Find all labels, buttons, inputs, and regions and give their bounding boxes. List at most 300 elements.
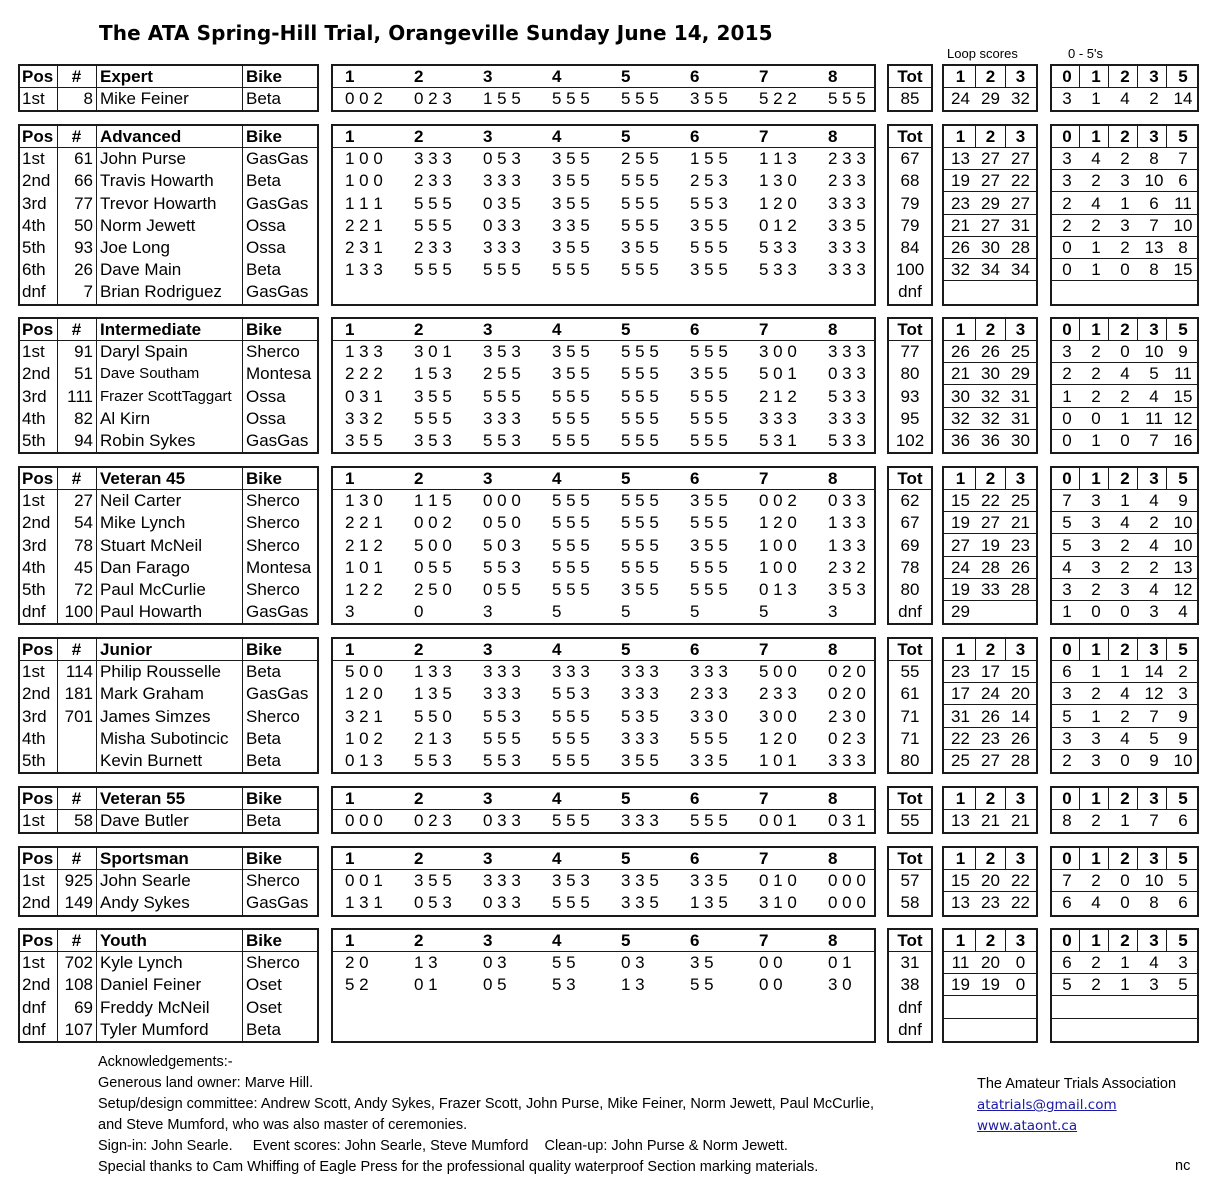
rider-number: 7 xyxy=(83,282,93,301)
position: 6th xyxy=(22,260,46,279)
section-number: 8 xyxy=(828,849,838,868)
section-score-row xyxy=(333,683,874,705)
loop-score: 26 xyxy=(1011,729,1030,748)
bike-header: Bike xyxy=(246,67,282,86)
section-number: 5 xyxy=(621,320,631,339)
class-name: Expert xyxy=(100,67,153,86)
count-value xyxy=(1111,281,1139,303)
count-row xyxy=(1052,237,1197,259)
section-number: 3 xyxy=(483,640,493,659)
loop-score: 27 xyxy=(951,536,970,555)
section-score: 5 5 5 xyxy=(552,751,590,770)
rider-name: Dave Southam xyxy=(100,365,200,382)
count-header-row xyxy=(1052,468,1197,490)
section-score xyxy=(690,281,756,303)
page-title: The ATA Spring-Hill Trial, Orangeville Sunday June 14, 2015 xyxy=(99,21,773,45)
section-score: 0 3 1 xyxy=(345,387,383,406)
loop-score: 27 xyxy=(981,149,1000,168)
position: 5th xyxy=(22,751,46,770)
section-score: 0 1 xyxy=(414,975,438,994)
section-score: 2 1 2 xyxy=(759,387,797,406)
count-value: 6 xyxy=(1062,953,1072,972)
count-value: 4 xyxy=(1120,364,1130,383)
loop-score: 20 xyxy=(1011,684,1030,703)
total-table xyxy=(887,928,933,1043)
rider-name: Misha Subotincic xyxy=(100,729,229,748)
section-score: 5 5 5 xyxy=(414,216,452,235)
total-header: Tot xyxy=(897,931,923,950)
loop-score: 22 xyxy=(1011,171,1030,190)
count-value: 6 xyxy=(1178,811,1188,830)
loop-row xyxy=(944,810,1036,832)
section-header-row xyxy=(333,126,874,148)
count-value xyxy=(1140,997,1168,1019)
count-value: 1 xyxy=(1120,811,1130,830)
bike: Beta xyxy=(246,1020,281,1039)
section-score: 5 5 5 xyxy=(552,707,590,726)
rider-number: 50 xyxy=(74,216,93,235)
loop-score: 0 xyxy=(1015,975,1026,994)
count-value: 4 xyxy=(1120,684,1130,703)
loop-score: 20 xyxy=(981,871,1000,890)
loop-score xyxy=(1006,1019,1035,1041)
position: 1st xyxy=(22,662,45,681)
loop-score: 23 xyxy=(951,662,970,681)
total-score: 80 xyxy=(900,751,920,770)
loop-header-row xyxy=(944,126,1036,148)
loop-scores-table xyxy=(942,928,1038,1043)
section-number: 3 xyxy=(483,849,493,868)
section-score: 2 2 1 xyxy=(345,216,383,235)
section-score: 2 5 5 xyxy=(621,149,659,168)
section-number: 4 xyxy=(552,67,562,86)
count-value: 3 xyxy=(1091,491,1101,510)
count-category: 1 xyxy=(1091,789,1101,808)
loop-scores-table xyxy=(942,786,1038,834)
section-score: 0 5 0 xyxy=(483,513,521,532)
section-score: 3 5 3 xyxy=(414,431,452,450)
rider-name: Dave Butler xyxy=(100,811,189,830)
rider-info-table xyxy=(18,466,319,625)
loop-score xyxy=(946,1019,975,1041)
section-score xyxy=(621,281,687,303)
count-value: 8 xyxy=(1149,260,1159,279)
score-counts-table xyxy=(1050,637,1199,774)
count-value: 2 xyxy=(1091,342,1101,361)
count-value: 2 xyxy=(1091,975,1101,994)
loop-score: 25 xyxy=(951,751,970,770)
section-score: 3 3 3 xyxy=(483,684,521,703)
section-score: 5 5 5 xyxy=(621,364,659,383)
pos-header: Pos xyxy=(22,931,54,950)
section-number: 4 xyxy=(552,931,562,950)
bike: GasGas xyxy=(246,149,309,168)
rider-number: 69 xyxy=(74,998,93,1017)
loop-score: 30 xyxy=(951,387,970,406)
loop-number: 1 xyxy=(955,320,966,339)
loop-score: 19 xyxy=(951,580,970,599)
total-score: 78 xyxy=(900,558,920,577)
section-score: 5 5 5 xyxy=(690,238,728,257)
count-value: 4 xyxy=(1149,536,1159,555)
section-score: 5 5 5 xyxy=(483,260,521,279)
total-table xyxy=(887,317,933,454)
total-score: 67 xyxy=(900,513,920,532)
bike: Beta xyxy=(246,171,281,190)
section-scores-table xyxy=(331,928,876,1043)
count-value: 0 xyxy=(1120,342,1130,361)
count-header-row xyxy=(1052,66,1197,88)
class-name: Veteran 45 xyxy=(100,469,186,488)
section-score: 5 5 5 xyxy=(621,387,659,406)
count-category: 1 xyxy=(1091,640,1101,659)
rider-row xyxy=(20,557,317,579)
section-score: 0 2 0 xyxy=(828,662,866,681)
section-score: 3 0 0 xyxy=(759,342,797,361)
section-score: 3 3 3 xyxy=(621,729,659,748)
total-score: 84 xyxy=(900,238,920,257)
position: 2nd xyxy=(22,364,51,383)
section-number: 1 xyxy=(345,931,355,950)
position: 1st xyxy=(22,149,45,168)
loop-number: 3 xyxy=(1015,67,1026,86)
count-value: 5 xyxy=(1149,364,1159,383)
count-value: 2 xyxy=(1091,811,1101,830)
rider-row xyxy=(20,341,317,363)
rider-number: 54 xyxy=(74,513,93,532)
section-score: 1 2 0 xyxy=(759,729,797,748)
loop-number: 3 xyxy=(1015,640,1026,659)
ack-line: and Steve Mumford, who was also master of ceremonies. xyxy=(98,1117,468,1133)
count-value: 5 xyxy=(1178,975,1188,994)
rider-name: Frazer ScottTaggart xyxy=(100,388,232,405)
loop-row xyxy=(944,683,1036,705)
header-row xyxy=(20,788,317,810)
count-value: 2 xyxy=(1120,238,1130,257)
count-category: 5 xyxy=(1178,931,1188,950)
section-score: 5 5 5 xyxy=(690,811,728,830)
loop-score: 30 xyxy=(981,238,1000,257)
count-header-row xyxy=(1052,639,1197,661)
ack-line: Setup/design committee: Andrew Scott, Andy Sykes, Frazer Scott, John Purse, Mike Feiner, Norm Jewett, Paul McCurlie, xyxy=(98,1096,875,1112)
section-scores-table xyxy=(331,786,876,834)
rider-row xyxy=(20,1019,317,1041)
section-score: 1 2 0 xyxy=(345,684,383,703)
loop-score: 15 xyxy=(951,491,970,510)
count-value xyxy=(1053,997,1081,1019)
email-link[interactable]: atatrials@gmail.com xyxy=(977,1097,1117,1113)
section-score: 0 5 xyxy=(483,975,507,994)
section-score: 5 xyxy=(690,602,700,621)
count-header-row xyxy=(1052,930,1197,952)
section-score: 5 5 3 xyxy=(414,751,452,770)
bike: Sherco xyxy=(246,953,300,972)
section-score: 5 5 5 xyxy=(690,387,728,406)
loop-score: 26 xyxy=(951,342,970,361)
section-score: 3 3 0 xyxy=(690,707,728,726)
count-row xyxy=(1052,215,1197,237)
section-score: 5 5 5 xyxy=(552,89,590,108)
position: 4th xyxy=(22,409,46,428)
section-score: 5 5 5 xyxy=(621,491,659,510)
section-score: 5 5 5 xyxy=(552,409,590,428)
rider-row xyxy=(20,952,317,974)
count-category: 0 xyxy=(1062,127,1072,146)
loop-number: 1 xyxy=(955,849,966,868)
bike: Beta xyxy=(246,662,281,681)
website-link[interactable]: www.ataont.ca xyxy=(977,1118,1078,1134)
section-score: 3 3 3 xyxy=(483,871,521,890)
rider-number: 66 xyxy=(74,171,93,190)
count-value: 9 xyxy=(1178,342,1188,361)
count-category: 3 xyxy=(1149,931,1159,950)
section-number: 2 xyxy=(414,789,424,808)
count-value: 2 xyxy=(1120,558,1130,577)
class-name: Veteran 55 xyxy=(100,789,186,808)
loop-score: 21 xyxy=(981,811,1000,830)
section-score xyxy=(483,1019,549,1041)
section-score: 3 xyxy=(345,602,355,621)
count-category: 1 xyxy=(1091,67,1101,86)
header-row xyxy=(20,639,317,661)
section-score: 0 3 3 xyxy=(483,216,521,235)
score-counts-table xyxy=(1050,786,1199,834)
loop-score: 21 xyxy=(951,364,970,383)
section-number: 3 xyxy=(483,931,493,950)
section-score: 5 0 0 xyxy=(759,662,797,681)
section-score xyxy=(483,997,549,1019)
total-score: 61 xyxy=(900,684,920,703)
section-score: 2 3 3 xyxy=(690,684,728,703)
loop-score: 28 xyxy=(1011,751,1030,770)
total-score: 38 xyxy=(900,975,920,994)
count-value: 1 xyxy=(1120,491,1130,510)
section-score: 0 1 3 xyxy=(759,580,797,599)
rider-row xyxy=(20,661,317,683)
count-value xyxy=(1140,281,1168,303)
section-score: 5 5 5 xyxy=(621,194,659,213)
total-header: Tot xyxy=(897,789,923,808)
section-score: 5 5 5 xyxy=(483,387,521,406)
section-score: 0 1 2 xyxy=(759,216,797,235)
section-number: 2 xyxy=(414,931,424,950)
count-row xyxy=(1052,706,1197,728)
count-value: 9 xyxy=(1149,751,1159,770)
total-row xyxy=(889,1019,931,1041)
section-score: 2 2 2 xyxy=(345,364,383,383)
rider-row xyxy=(20,430,317,452)
section-score: 0 0 0 xyxy=(828,893,866,912)
position: 2nd xyxy=(22,975,51,994)
section-score: 1 3 3 xyxy=(828,513,866,532)
count-value: 12 xyxy=(1173,409,1193,428)
total-row xyxy=(889,579,931,601)
count-value: 5 xyxy=(1149,729,1159,748)
section-score: 1 3 3 xyxy=(828,536,866,555)
total-row xyxy=(889,512,931,534)
count-row xyxy=(1052,1019,1197,1041)
total-row xyxy=(889,601,931,623)
position: 3rd xyxy=(22,536,47,555)
section-score: 0 0 1 xyxy=(759,811,797,830)
count-row xyxy=(1052,579,1197,601)
section-number: 5 xyxy=(621,849,631,868)
loop-score: 26 xyxy=(981,707,1000,726)
count-value: 3 xyxy=(1120,171,1130,190)
section-scores-table xyxy=(331,466,876,625)
section-score: 3 5 xyxy=(690,953,714,972)
section-score: 5 0 1 xyxy=(759,364,797,383)
bike: GasGas xyxy=(246,282,309,301)
section-number: 5 xyxy=(621,469,631,488)
section-score: 5 5 5 xyxy=(414,409,452,428)
loop-score xyxy=(946,281,975,303)
section-score: 1 3 1 xyxy=(345,893,383,912)
count-value: 2 xyxy=(1120,387,1130,406)
loop-number: 1 xyxy=(955,931,966,950)
section-score: 5 5 5 xyxy=(621,260,659,279)
total-row xyxy=(889,215,931,237)
count-category: 1 xyxy=(1091,469,1101,488)
total-score: 79 xyxy=(900,194,920,213)
section-header-row xyxy=(333,468,874,490)
loop-number: 2 xyxy=(985,640,996,659)
count-value: 1 xyxy=(1091,238,1101,257)
rider-row xyxy=(20,892,317,914)
section-number: 8 xyxy=(828,640,838,659)
count-value: 3 xyxy=(1091,536,1101,555)
total-header-row xyxy=(889,319,931,341)
position: dnf xyxy=(22,998,46,1017)
total-score: 79 xyxy=(900,216,920,235)
rider-number: 61 xyxy=(74,149,93,168)
class-section-advanced xyxy=(0,124,1219,306)
section-number: 6 xyxy=(690,127,700,146)
loop-score xyxy=(976,1019,1005,1041)
count-value xyxy=(1082,1019,1110,1041)
position: 5th xyxy=(22,431,46,450)
bike: GasGas xyxy=(246,893,309,912)
total-header-row xyxy=(889,639,931,661)
position: 1st xyxy=(22,953,45,972)
section-score: 0 5 5 xyxy=(414,558,452,577)
total-score: 80 xyxy=(900,364,920,383)
count-value: 4 xyxy=(1149,953,1159,972)
count-category: 5 xyxy=(1178,849,1188,868)
section-score: 5 3 1 xyxy=(759,431,797,450)
count-row xyxy=(1052,88,1197,110)
loop-score: 23 xyxy=(951,194,970,213)
count-value: 10 xyxy=(1173,216,1193,235)
bike: Ossa xyxy=(246,238,286,257)
loop-number: 2 xyxy=(985,67,996,86)
rider-info-table xyxy=(18,317,319,454)
bike: Sherco xyxy=(246,536,300,555)
count-value: 2 xyxy=(1091,871,1101,890)
rider-name: Kyle Lynch xyxy=(100,953,183,972)
section-score-row xyxy=(333,490,874,512)
section-score xyxy=(414,1019,480,1041)
section-score: 3 3 3 xyxy=(483,238,521,257)
section-score: 5 5 5 xyxy=(552,260,590,279)
section-number: 2 xyxy=(414,320,424,339)
loop-score: 24 xyxy=(951,558,970,577)
count-row xyxy=(1052,601,1197,623)
loop-score: 32 xyxy=(1011,89,1030,108)
section-header-row xyxy=(333,788,874,810)
class-name: Junior xyxy=(100,640,152,659)
section-score: 5 5 3 xyxy=(483,558,521,577)
number-header: # xyxy=(71,127,82,146)
section-score: 0 0 2 xyxy=(414,513,452,532)
section-number: 5 xyxy=(621,931,631,950)
class-name: Youth xyxy=(100,931,147,950)
section-score: 5 5 5 xyxy=(621,216,659,235)
score-counts-table xyxy=(1050,928,1199,1043)
count-value xyxy=(1111,1019,1139,1041)
total-table xyxy=(887,64,933,112)
loop-scores-table xyxy=(942,124,1038,306)
total-table xyxy=(887,637,933,774)
total-header-row xyxy=(889,930,931,952)
loop-score: 13 xyxy=(951,893,970,912)
count-value: 16 xyxy=(1173,431,1193,450)
count-value: 4 xyxy=(1091,893,1101,912)
total-score: 100 xyxy=(895,260,925,279)
loop-row xyxy=(944,430,1036,452)
rider-name: Freddy McNeil xyxy=(100,998,210,1017)
rider-info-table xyxy=(18,786,319,834)
count-row xyxy=(1052,259,1197,281)
loop-header-row xyxy=(944,848,1036,870)
section-score xyxy=(345,997,411,1019)
count-value: 8 xyxy=(1149,893,1159,912)
rider-row xyxy=(20,237,317,259)
section-score: 5 5 5 xyxy=(552,536,590,555)
loop-row xyxy=(944,170,1036,192)
section-score: 1 0 1 xyxy=(759,751,797,770)
total-score: 80 xyxy=(900,580,920,599)
section-score: 0 1 xyxy=(828,953,852,972)
count-value: 3 xyxy=(1091,558,1101,577)
header-row xyxy=(20,66,317,88)
class-name: Advanced xyxy=(100,127,182,146)
section-number: 1 xyxy=(345,469,355,488)
count-value: 0 xyxy=(1120,431,1130,450)
section-score: 2 1 3 xyxy=(414,729,452,748)
count-category: 3 xyxy=(1149,320,1159,339)
section-score xyxy=(483,281,549,303)
loop-score: 29 xyxy=(981,89,1000,108)
section-score: 0 2 3 xyxy=(414,89,452,108)
count-value: 1 xyxy=(1062,602,1072,621)
total-score: 58 xyxy=(900,893,920,912)
section-score: 0 1 3 xyxy=(345,751,383,770)
section-score: 3 5 5 xyxy=(552,149,590,168)
loop-row xyxy=(944,237,1036,259)
loop-score: 31 xyxy=(951,707,970,726)
section-score: 1 0 0 xyxy=(345,171,383,190)
bike: Montesa xyxy=(246,364,312,383)
position: 3rd xyxy=(22,194,47,213)
count-row xyxy=(1052,170,1197,192)
section-score: 3 xyxy=(483,602,493,621)
section-score: 2 0 xyxy=(345,953,369,972)
rider-row xyxy=(20,88,317,110)
count-value: 5 xyxy=(1062,513,1072,532)
loop-score: 28 xyxy=(1011,580,1030,599)
loop-score: 17 xyxy=(981,662,1000,681)
